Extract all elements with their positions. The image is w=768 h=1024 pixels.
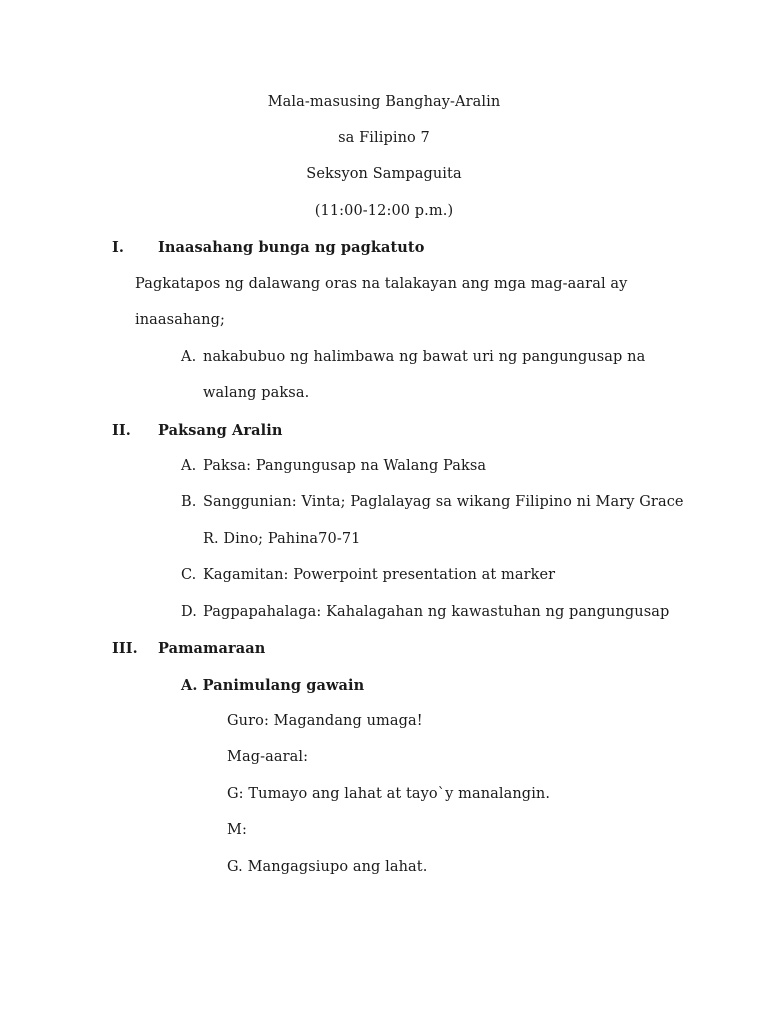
list-item-text: Pagpapahalaga: Kahalagahan ng kawastuhan ng pangungusap bbox=[203, 604, 670, 620]
document-time: (11:00-12:00 p.m.) bbox=[314, 203, 454, 219]
list-marker: B. bbox=[181, 494, 197, 510]
dialogue-line: G. Mangagsiupo ang lahat. bbox=[227, 859, 428, 875]
list-marker: A. bbox=[181, 349, 197, 365]
document-title: Mala-masusing Banghay-Aralin bbox=[267, 94, 501, 110]
dialogue-line: M: bbox=[227, 822, 247, 838]
document-subject: sa Filipino 7 bbox=[338, 130, 430, 146]
section-2-heading: Paksang Aralin bbox=[158, 422, 283, 439]
subsection-heading: A. Panimulang gawain bbox=[181, 677, 365, 694]
section-1-heading: Inaasahang bunga ng pagkatuto bbox=[158, 239, 425, 256]
section-3-heading: Pamamaraan bbox=[158, 640, 266, 657]
section-3-numeral: III. bbox=[112, 640, 138, 657]
list-item-text-cont: R. Dino; Pahina70-71 bbox=[203, 531, 361, 547]
section-2-numeral: II. bbox=[112, 422, 131, 439]
section-1-numeral: I. bbox=[112, 239, 125, 256]
section-1-intro-cont: inaasahang; bbox=[135, 312, 225, 328]
list-item-text: nakabubuo ng halimbawa ng bawat uri ng pangungusap na bbox=[203, 349, 646, 365]
list-marker: D. bbox=[181, 604, 197, 620]
list-item-text: Kagamitan: Powerpoint presentation at marker bbox=[203, 567, 556, 583]
list-item-text: Sanggunian: Vinta; Paglalayag sa wikang Filipino ni Mary Grace bbox=[203, 494, 684, 510]
document-section: Seksyon Sampaguita bbox=[306, 166, 462, 182]
dialogue-line: G: Tumayo ang lahat at tayo`y manalangin. bbox=[227, 786, 551, 802]
dialogue-line: Mag-aaral: bbox=[227, 749, 309, 765]
list-item-text-cont: walang paksa. bbox=[203, 385, 310, 401]
dialogue-line: Guro: Magandang umaga! bbox=[227, 713, 423, 729]
list-item-text: Paksa: Pangungusap na Walang Paksa bbox=[203, 458, 487, 474]
section-1-intro: Pagkatapos ng dalawang oras na talakayan ang mga mag-aaral ay bbox=[135, 276, 628, 292]
list-marker: C. bbox=[181, 567, 197, 583]
list-marker: A. bbox=[181, 458, 197, 474]
